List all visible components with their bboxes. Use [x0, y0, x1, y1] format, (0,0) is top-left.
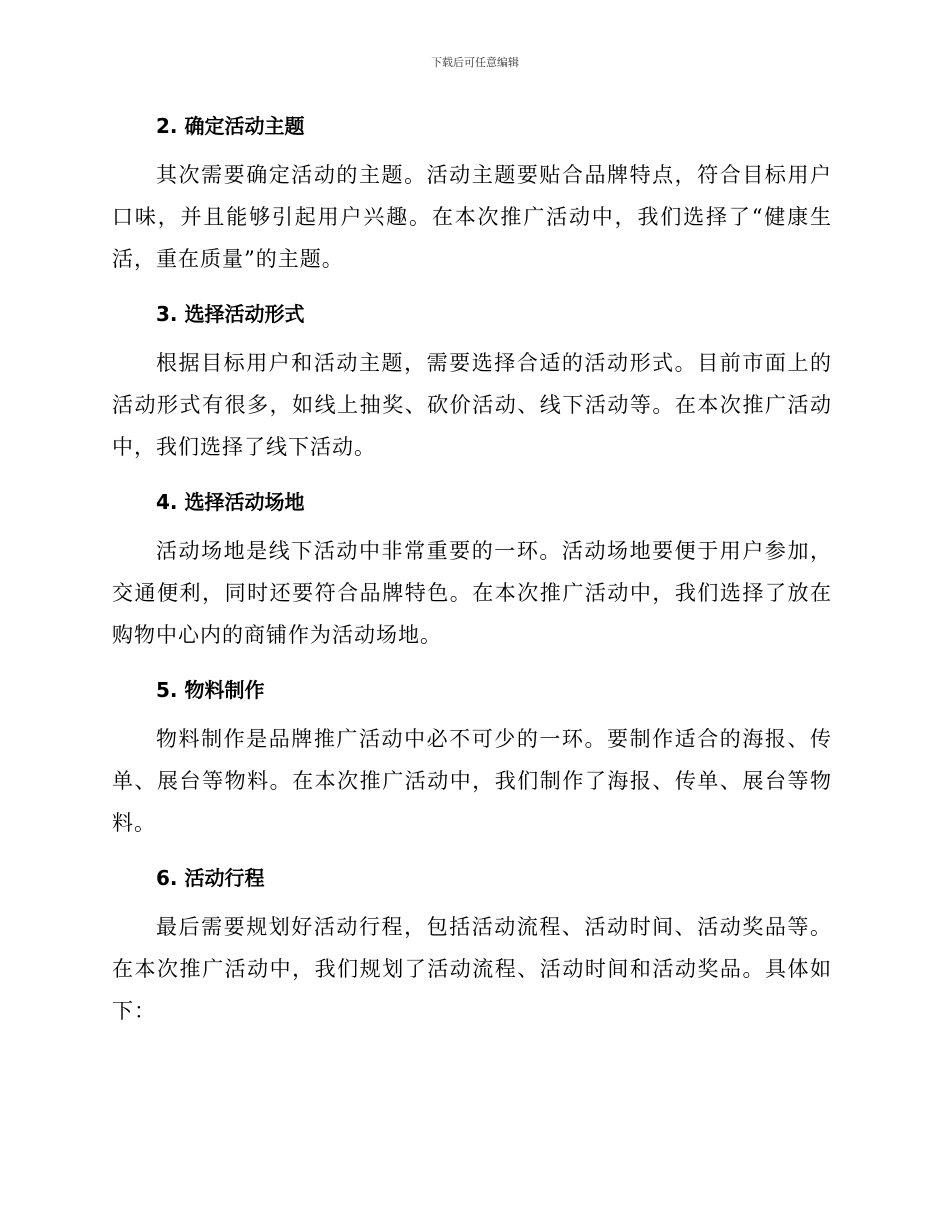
section-paragraph: 最后需要规划好活动行程，包括活动流程、活动时间、活动奖品等。在本次推广活动中，我们规划了活动流程、活动时间和活动奖品。具体如下： [112, 915, 832, 1023]
section-heading: 5. 物料制作 [156, 678, 265, 702]
section-venue [112, 484, 832, 656]
section-paragraph: 其次需要确定活动的主题。活动主题要贴合品牌特点，符合目标用户口味，并且能够引起用户兴趣。在本次推广活动中，我们选择了“健康生活，重在质量”的主题。 [112, 163, 832, 271]
section-materials [112, 672, 832, 844]
section-theme [112, 108, 832, 280]
section-schedule [112, 860, 832, 1032]
section-format [112, 296, 832, 468]
section-paragraph: 根据目标用户和活动主题，需要选择合适的活动形式。目前市面上的活动形式有很多，如线上抽奖、砍价活动、线下活动等。在本次推广活动中，我们选择了线下活动。 [112, 351, 832, 459]
section-heading: 6. 活动行程 [156, 866, 265, 890]
header-note: 下载后可任意编辑 [431, 56, 519, 69]
document-content [112, 108, 832, 1048]
section-heading: 4. 选择活动场地 [156, 490, 305, 514]
section-paragraph: 物料制作是品牌推广活动中必不可少的一环。要制作适合的海报、传单、展台等物料。在本次推广活动中，我们制作了海报、传单、展台等物料。 [112, 727, 832, 835]
section-heading: 2. 确定活动主题 [156, 114, 305, 138]
section-paragraph: 活动场地是线下活动中非常重要的一环。活动场地要便于用户参加，交通便利，同时还要符合品牌特色。在本次推广活动中，我们选择了放在购物中心内的商铺作为活动场地。 [112, 539, 832, 647]
section-heading: 3. 选择活动形式 [156, 302, 305, 326]
